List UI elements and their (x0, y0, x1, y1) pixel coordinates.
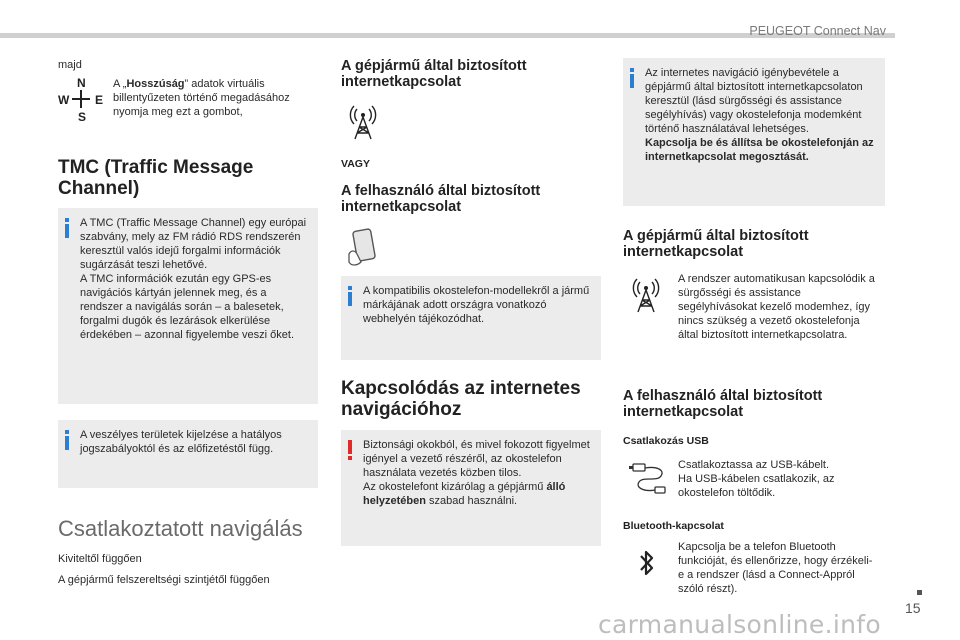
bluetooth-icon (638, 548, 656, 578)
user-connection-title-2: A felhasználó által biztosított internetkapcsolat (623, 388, 823, 420)
compass-text-start: A „ (113, 78, 127, 90)
smartphone-icon (345, 228, 379, 268)
vagy-label: VAGY (341, 158, 370, 170)
vehicle-connection-title: A gépjármű által biztosított internetkapcsolat (341, 58, 527, 90)
user-connection-title: A felhasználó által biztosított internetkapcsolat (341, 183, 541, 215)
usb-text: Csatlakoztassa az USB-kábelt. Ha USB-kábelen csatlakozik, az okostelefon töltődik. (678, 459, 835, 499)
info-icon (64, 218, 70, 238)
tmc-title: TMC (Traffic Message Channel) (58, 157, 254, 199)
internet-info-box (623, 58, 885, 206)
internet-info-content (645, 66, 875, 164)
header-title: PEUGEOT Connect Nav (749, 24, 886, 38)
page-number: 15 (905, 600, 921, 616)
bluetooth-text: Kapcsolja be a telefon Bluetooth funkcióját, és ellenőrizze, hogy érzékeli-e a rendszer (lásd a Connect-Appról szóló részt). (678, 541, 873, 595)
warning-text-end: szabad használni. (425, 495, 518, 507)
connected-line-1: Kiviteltől függően (58, 553, 142, 565)
warning-text (363, 438, 591, 508)
info-icon (64, 430, 70, 450)
compass-icon (58, 76, 104, 122)
antenna-icon (345, 105, 381, 141)
compass-n: N (77, 76, 86, 90)
compass-w: W (58, 93, 70, 107)
bluetooth-heading: Bluetooth-kapcsolat (623, 520, 724, 532)
internet-info-bold: Kapcsolja be és állítsa be okostelefonján az internetkapcsolat megosztását. (645, 137, 874, 163)
watermark: carmanualsonline.info (598, 610, 881, 639)
majd-text: majd (58, 59, 82, 71)
compass-text-bold: Hosszúság (126, 78, 185, 90)
compass-s: S (78, 110, 87, 124)
vehicle-connection-text: A rendszer automatikusan kapcsolódik a sürgősségi és assistance segélyhívásokat kezelő modemhez, így nincs szükség a vezető okostelefonja által biztosított internetkapcsolatra. (678, 273, 875, 341)
info-icon (347, 286, 353, 306)
warning-icon (347, 440, 353, 460)
compass-description (113, 77, 318, 119)
internet-nav-title: Kapcsolódás az internetes navigációhoz (341, 378, 581, 420)
info-icon (629, 68, 635, 88)
warning-text-start: Biztonsági okokból, és mivel fokozott figyelmet igényel a vezető részéről, az okostelefon használata vezetés közben tilos. Az okostelefont kizárólag a gépjármű (363, 439, 590, 493)
compat-info-box (341, 276, 601, 360)
warning-text-bold: álló helyzetében (363, 481, 566, 507)
internet-info-text: Az internetes navigáció igénybevétele a gépjármű által biztosított internetkapcsolaton keresztül (lásd sürgősségi és assistance segélyhívás) vagy okostelefonja modemként történő használatával lehetséges. (645, 67, 863, 135)
warning-box (341, 430, 601, 546)
compass-text-end: ” adatok virtuális billentyűzeten történő megadásához nyomja meg ezt a gombot, (113, 78, 290, 118)
vehicle-connection-title-2: A gépjármű által biztosított internetkapcsolat (623, 228, 809, 260)
page-dot (917, 590, 922, 595)
danger-info-text: A veszélyes területek kijelzése a hatályos jogszabályoktól és az előfizetéstől függ. (80, 429, 282, 455)
tmc-info-box (58, 208, 318, 404)
antenna-icon (628, 278, 664, 314)
compass-e: E (95, 93, 104, 107)
usb-heading: Csatlakozás USB (623, 435, 709, 447)
compat-info-text: A kompatibilis okostelefon-modellekről a jármű márkájának adott országra vonatkozó webhelyén tájékozódhat. (363, 285, 590, 325)
connected-line-2: A gépjármű felszereltségi szintjétől függően (58, 574, 270, 586)
tmc-info-text: A TMC (Traffic Message Channel) egy európai szabvány, mely az FM rádió RDS rendszerén keresztül valós idejű forgalmi információk sugárzását teszi lehetővé. A TMC információk ezután egy GPS-es navigációs kártyán jelennek meg, és a rendszer a navigálás során – a balesetek, forgalmi dugók és lezárások elkerülése érdekében – azonnal figyelembe veszi őket. (80, 217, 307, 341)
connected-nav-title: Csatlakoztatott navigálás (58, 516, 303, 541)
danger-info-box (58, 420, 318, 488)
usb-cable-icon (625, 460, 669, 496)
